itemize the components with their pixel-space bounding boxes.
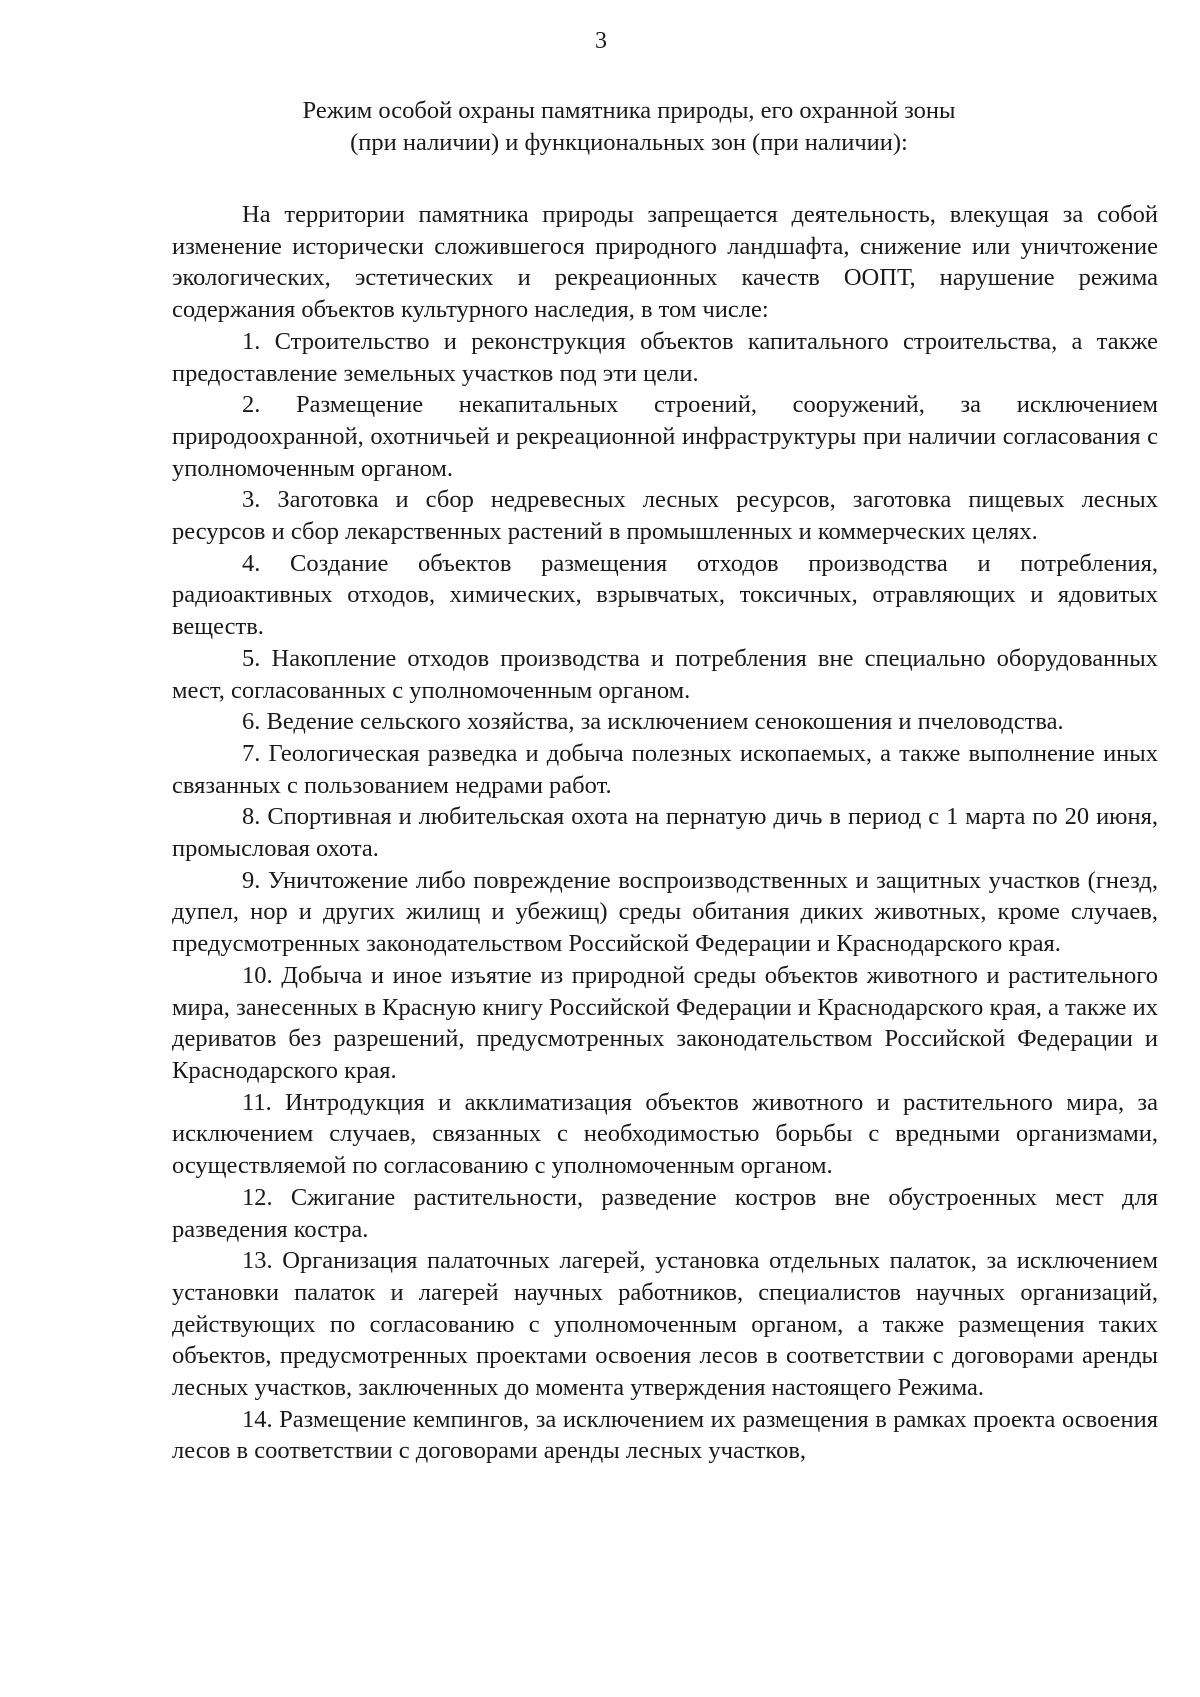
list-item: 3. Заготовка и сбор недревесных лесных ресурсов, заготовка пищевых лесных ресурсов и сбор лекарственных растений в промышленных и коммерческих целях. <box>172 486 1158 546</box>
list-item: 14. Размещение кемпингов, за исключением их размещения в рамках проекта освоения лесов в соответствии с договорами аренды лесных участков, <box>172 1405 1158 1465</box>
page-number: 3 <box>595 28 607 54</box>
list-item: 4. Создание объектов размещения отходов производства и потребления, радиоактивных отходов, химических, взрывчатых, токсичных, отравляющих и ядовитых веществ. <box>172 549 1158 641</box>
list-item: 5. Накопление отходов производства и потребления вне специально оборудованных мест, согласованных с уполномоченным органом. <box>172 644 1158 704</box>
list-item: 8. Спортивная и любительская охота на пернатую дичь в период с 1 марта по 20 июня, промысловая охота. <box>172 803 1158 863</box>
list-item: 11. Интродукция и акклиматизация объектов животного и растительного мира, за исключением случаев, связанных с необходимостью борьбы с вредными организмами, осуществляемой по согласованию с уполномоченным органом. <box>172 1088 1158 1180</box>
section-title-line-1: Режим особой охраны памятника природы, его охранной зоны <box>302 97 956 124</box>
list-item: 7. Геологическая разведка и добыча полезных ископаемых, а также выполнение иных связанных с пользованием недрами работ. <box>172 739 1158 799</box>
list-item: 1. Строительство и реконструкция объектов капитального строительства, а также предоставление земельных участков под эти цели. <box>172 327 1158 387</box>
list-item: 9. Уничтожение либо повреждение воспроизводственных и защитных участков (гнезд, дупел, нор и других жилищ и убежищ) среды обитания диких животных, кроме случаев, предусмотренных законодательством Российской Федерации и Краснодарского края. <box>172 866 1158 958</box>
intro-paragraph: На территории памятника природы запрещается деятельность, влекущая за собой изменение исторически сложившегося природного ландшафта, снижение или уничтожение экологических, эстетических и рекреационных качеств ООПТ, нарушение режима содержания объектов культурного наследия, в том числе: <box>172 201 1158 324</box>
list-item: 12. Сжигание растительности, разведение костров вне обустроенных мест для разведения костра. <box>172 1183 1158 1243</box>
document-body <box>172 199 1158 1467</box>
list-item: 13. Организация палаточных лагерей, установка отдельных палаток, за исключением установки палаток и лагерей научных работников, специалистов научных организаций, действующих по согласованию с уполномоченным органом, а также размещения таких объектов, предусмотренных проектами освоения лесов в соответствии с договорами аренды лесных участков, заключенных до момента утверждения настоящего Режима. <box>172 1247 1158 1402</box>
section-title-line-2: (при наличии) и функциональных зон (при наличии): <box>350 129 908 156</box>
list-item: 10. Добыча и иное изъятие из природной среды объектов животного и растительного мира, занесенных в Красную книгу Российской Федерации и Краснодарского края, а также их дериватов без разрешений, предусмотренных законодательством Российской Федерации и Краснодарского края. <box>172 961 1158 1084</box>
list-item: 6. Ведение сельского хозяйства, за исключением сенокошения и пчеловодства. <box>242 708 1064 736</box>
section-title <box>136 95 1122 159</box>
list-item: 2. Размещение некапитальных строений, сооружений, за исключением природоохранной, охотничьей и рекреационной инфраструктуры при наличии согласования с уполномоченным органом. <box>172 391 1158 482</box>
